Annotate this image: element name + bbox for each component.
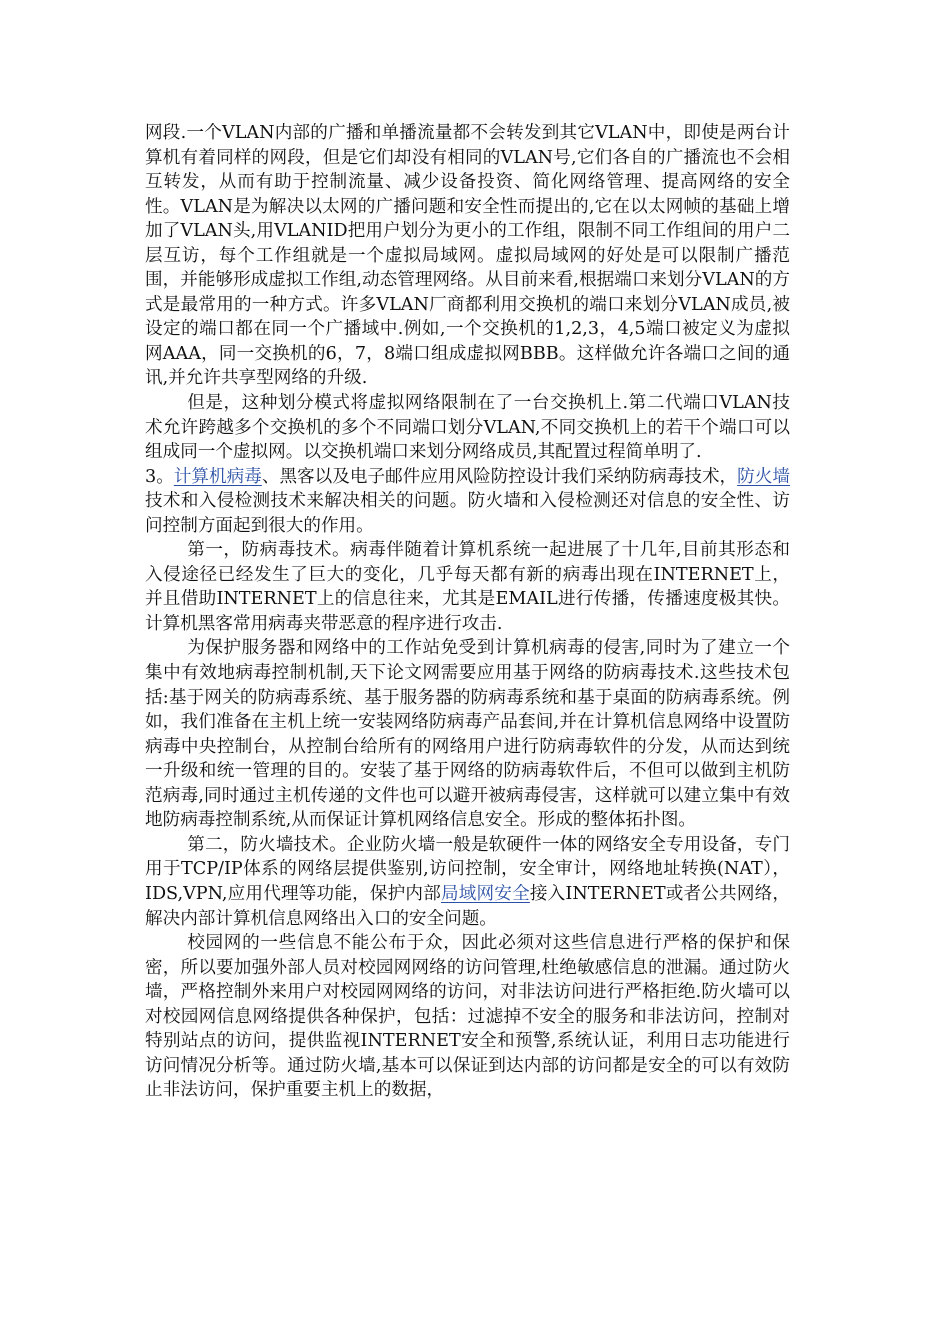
link-computer-virus[interactable]: 计算机病毒 [173,466,262,487]
paragraph-text: 但是，这种划分模式将虚拟网络限制在了一台交换机上.第二代端口VLAN技术允许跨越多个交换机的多个不同端口划分VLAN,不同交换机上的若干个端口可以组成同一个虚拟网。以交换机端口来划分网络成员,其配置过程简单明了. [145,393,790,463]
paragraph-antivirus-2 [145,636,790,832]
paragraph-text: 第一，防病毒技术。病毒伴随着计算机系统一起进展了十几年,目前其形态和入侵途径已经发生了巨大的变化，几乎每天都有新的病毒出现在INTERNET上，并且借助INTERNET上的信息往来，尤其是EMAIL进行传播，传播速度极其快。计算机黑客常用病毒夹带恶意的程序进行攻击. [145,540,790,634]
paragraph-antivirus-1 [145,538,790,636]
paragraph-text: 第二，防火墙技术。企业防火墙一般是软硬件一体的网络安全专用设备，专门用于TCP/IP体系的网络层提供鉴别,访问控制，安全审计，网络地址转换(NAT），IDS,VPN,应用代理等功能，保护内部 [145,834,790,904]
paragraph-firewall-2 [145,931,790,1103]
paragraph-section-3 [145,465,790,539]
paragraph-vlan-second-gen [145,391,790,465]
paragraph-text: 网段.一个VLAN内部的广播和单播流量都不会转发到其它VLAN中，即使是两台计算机有着同样的网段，但是它们却没有相同的VLAN号,它们各自的广播流也不会相互转发，从而有助于控制流量、减少设备投资、简化网络管理、提高网络的安全性。VLAN是为解决以太网的广播问题和安全性而提出的,它在以太网帧的基础上增加了VLAN头,用VLANID把用户划分为更小的工作组，限制不同工作组间的用户二层互访，每个工作组就是一个虚拟局域网。虚拟局域网的好处是可以限制广播范围，并能够形成虚拟工作组,动态管理网络。从目前来看,根据端口来划分VLAN的方式是最常用的一种方式。许多VLAN厂商都利用交换机的端口来划分VLAN成员,被设定的端口都在同一个广播域中.例如,一个交换机的1,2,3，4,5端口被定义为虚拟网AAA，同一交换机的6，7，8端口组成虚拟网BBB。这样做允许各端口之间的通讯,并允许共享型网络的升级. [145,123,790,389]
paragraph-vlan-intro [145,121,790,391]
link-lan-security[interactable]: 局域网安全 [440,883,530,904]
paragraph-text: 接入INTERNET或者公共网络，解决内部计算机信息网络出入口的安全问题。 [145,883,790,929]
paragraph-text: 校园网的一些信息不能公布于众，因此必须对这些信息进行严格的保护和保密，所以要加强外部人员对校园网网络的访问管理,杜绝敏感信息的泄漏。通过防火墙，严格控制外来用户对校园网网络的访问，对非法访问进行严格拒绝.防火墙可以对校园网信息网络提供各种保护，包括：过滤掉不安全的服务和非法访问，控制对特别站点的访问，提供监视INTERNET安全和预警,系统认证，利用日志功能进行访问情况分析等。通过防火墙,基本可以保证到达内部的访问都是安全的可以有效防止非法访问，保护重要主机上的数据， [145,933,790,1101]
paragraph-text: 技术和入侵检测技术来解决相关的问题。防火墙和入侵检测还对信息的安全性、访问控制方面起到很大的作用。 [145,491,790,536]
paragraph-text: 、黑客以及电子邮件应用风险防控设计我们采纳防病毒技术， [261,466,738,487]
link-firewall[interactable]: 防火墙 [737,466,790,487]
section-number: 3。 [145,466,174,487]
paragraph-text: 为保护服务器和网络中的工作站免受到计算机病毒的侵害,同时为了建立一个集中有效地病毒控制机制,天下论文网需要应用基于网络的防病毒技术.这些技术包括:基于网关的防病毒系统、基于服务器的防病毒系统和基于桌面的防病毒系统。例如，我们准备在主机上统一安装网络防病毒产品套间,并在计算机信息网络中设置防病毒中央控制台，从控制台给所有的网络用户进行防病毒软件的分发，从而达到统一升级和统一管理的目的。安装了基于网络的防病毒软件后，不但可以做到主机防范病毒,同时通过主机传递的文件也可以避开被病毒侵害，这样就可以建立集中有效地防病毒控制系统,从而保证计算机网络信息安全。形成的整体拓扑图。 [145,638,790,831]
paragraph-firewall-1 [145,833,790,931]
